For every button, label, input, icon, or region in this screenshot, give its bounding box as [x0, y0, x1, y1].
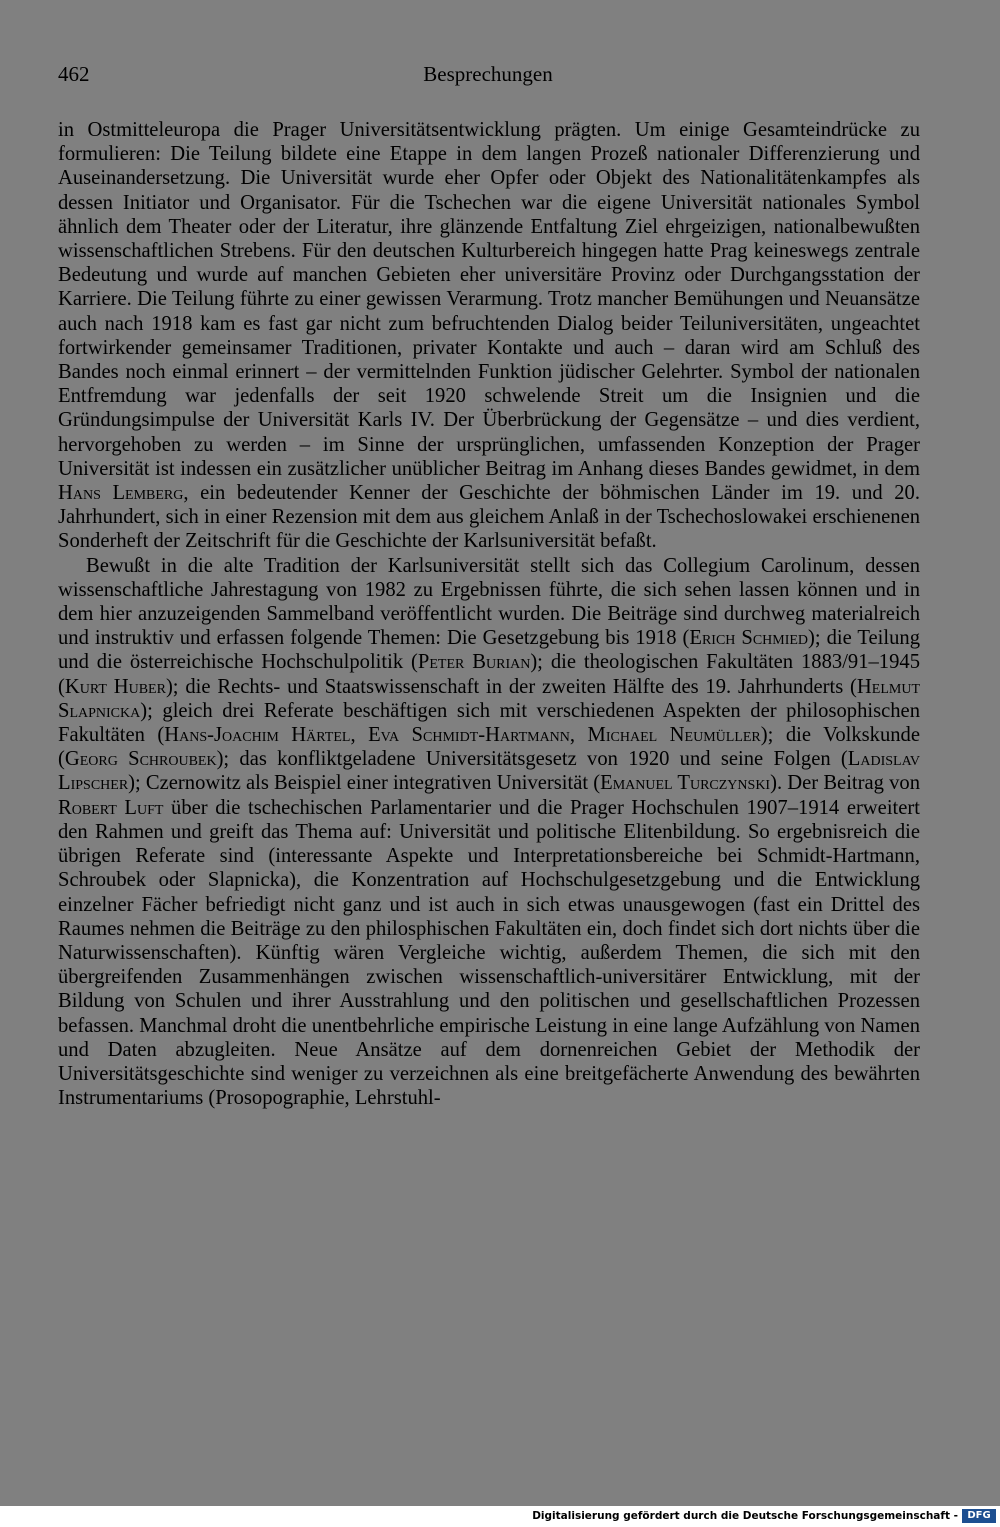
- author-name: Erich Schmied: [689, 627, 809, 650]
- text-run: ); Czernowitz als Beispiel einer integrativen Universität (: [128, 772, 601, 795]
- paragraph-2: [58, 554, 920, 1111]
- text-run: Bewußt in die alte Tradition der Karlsuniversität stellt sich das Collegium Carolinum, dessen wissenschaftliche Jahrestagung von 1982 zu Ergebnissen führte, die sich sehen lassen können und in dem hier anzuzeigenden Sammelband veröffentlicht wurden. Die Beiträge sind durchweg materialreich und instruktiv und erfassen folgende Themen: Die Gesetzgebung bis 1918 (: [58, 554, 920, 650]
- text-run: ); die theologischen Fakultäten 1883/91–1945 (: [58, 651, 920, 698]
- author-name: Georg Schroubek: [64, 748, 217, 771]
- text-run: ); die Teilung und die österreichische Hochschulpolitik (: [58, 627, 920, 674]
- author-name: Ladislav Lipscher: [58, 748, 920, 795]
- author-name: Robert Luft: [58, 796, 164, 819]
- running-head: Besprechungen: [423, 62, 553, 86]
- author-name: Kurt Huber: [64, 675, 166, 698]
- dfg-logo: DFG: [962, 1509, 996, 1523]
- author-name: Peter Burian: [417, 651, 531, 674]
- author-name: Emanuel Turczynski: [600, 772, 771, 795]
- paragraph-1-end: , ein bedeutender Kenner der Geschichte der böhmischen Länder im 19. und 20. Jahrhundert, sich in einer Rezension mit dem aus gleichem Anlaß in der Tschechoslowakei erschienenen Sonderheft der Zeitschrift für die Geschichte der Karlsuniversität befaßt.: [58, 482, 920, 553]
- text-run: ). Der Beitrag von: [770, 772, 920, 795]
- author-name: Eva Schmidt-Hartmann: [368, 724, 570, 747]
- text-run: ,: [569, 724, 588, 747]
- page-number: 462: [58, 62, 90, 86]
- author-name: Michael Neumüller: [587, 724, 761, 747]
- text-run: ); die Rechts- und Staatswissenschaft in der zweiten Hälfte des 19. Jahrhunderts (: [165, 675, 857, 698]
- funding-credit: Digitalisierung gefördert durch die Deutsche Forschungsgemeinschaft -: [532, 1510, 958, 1522]
- text-run: ); die Volkskunde (: [58, 724, 920, 771]
- author-name: Helmut Slapnicka: [58, 675, 921, 722]
- text-run: über die tschechischen Parlamentarier und die Prager Hochschulen 1907–1914 erweitert den Rahmen und greift das Thema auf: Universität und politische Elitenbildung. So ergebnisreich die übrigen Referate sind (interessante Aspekte und Interpretationsbereiche bei Schmidt-Hartmann, Schroubek oder Slapnicka), die Konzentration auf Hochschulgesetzgebung und die Entwicklung einzelner Fächer befriedigt nicht ganz und ist auch in sich etwas unausgewogen (fast ein Drittel des Raumes nehmen die Beiträge zu den philosphischen Fakultäten ein, doch findet sich dort nichts über die Naturwissenschaften). Künftig wären Vergleiche wichtig, außerdem Themen, die sich mit den übergreifenden Zusammenhängen zwischen wissenschaftlich-universitärer Entwicklung, mit der Bildung von Schulen und ihrer Ausstrahlung und den politischen und gesellschaftlichen Prozessen befassen. Manchmal droht die unentbehrliche empirische Leistung in eine lange Aufzählung von Namen und Daten abzugleiten. Neue Ansätze auf dem dornenreichen Gebiet der Methodik der Universitätsgeschichte sind weniger zu verzeichnen als eine breitgefächerte Anwendung des bewährten Instrumentariums (Prosopographie, Lehrstuhl-: [58, 796, 920, 1110]
- author-name: Hans Lemberg: [58, 482, 184, 505]
- paragraph-1: [58, 118, 920, 554]
- text-run: ); gleich drei Referate beschäftigen sich mit verschiedenen Aspekten der philosophischen Fakultäten (: [58, 699, 920, 747]
- author-name: Hans-Joachim Härtel: [164, 724, 351, 747]
- page-header: [58, 62, 918, 92]
- paragraph-1-text: in Ostmitteleuropa die Prager Universitätsentwicklung prägten. Um einige Gesamteindrücke zu formulieren: Die Teilung bildete eine Etappe in dem langen Prozeß nationaler Differenzierung und Auseinandersetzung. Die Universität wurde eher Opfer oder Objekt des Nationalitätenkampfes als dessen Initiator und Organisator. Für die Tschechen war die eigene Universität nationales Symbol ähnlich dem Theater oder der Literatur, ihre glänzende Entfaltung Ziel ehrgeizigen, nationalbewußten wissenschaftlichen Strebens. Für den deutschen Kulturbereich hingegen hatte Prag keineswegs zentrale Bedeutung und wurde auf manchen Gebieten eher universitäre Provinz oder Durchgangsstation der Karriere. Die Teilung führte zu einer gewissen Verarmung. Trotz mancher Bemühungen und Neuansätze auch nach 1918 kam es fast gar nicht zum befruchtenden Dialog beider Teiluniversitäten, ungeachtet fortwirkender gemeinsamer Traditionen, privater Kontakte und auch – daran wird am Schluß des Bandes noch einmal erinnert – der vermittelnden Funktion jüdischer Gelehrter. Symbol der nationalen Entfremdung war jedenfalls der seit 1920 schwelende Streit um die Insignien und die Gründungsimpulse der Universität Karls IV. Der Überbrückung der Gegensätze – und dies verdient, hervorgehoben zu werden – im Sinne der ursprünglichen, umfassenden Konzeption der Prager Universität ist indessen ein zusätzlicher unüblicher Beitrag im Anhang dieses Bandes gewidmet, in dem: [58, 119, 920, 480]
- digitization-footer: [0, 1506, 1000, 1527]
- body-text: [58, 118, 920, 1110]
- text-run: ); das konfliktgeladene Universitätsgesetz von 1920 und seine Folgen (: [216, 748, 848, 771]
- text-run: ,: [350, 724, 369, 747]
